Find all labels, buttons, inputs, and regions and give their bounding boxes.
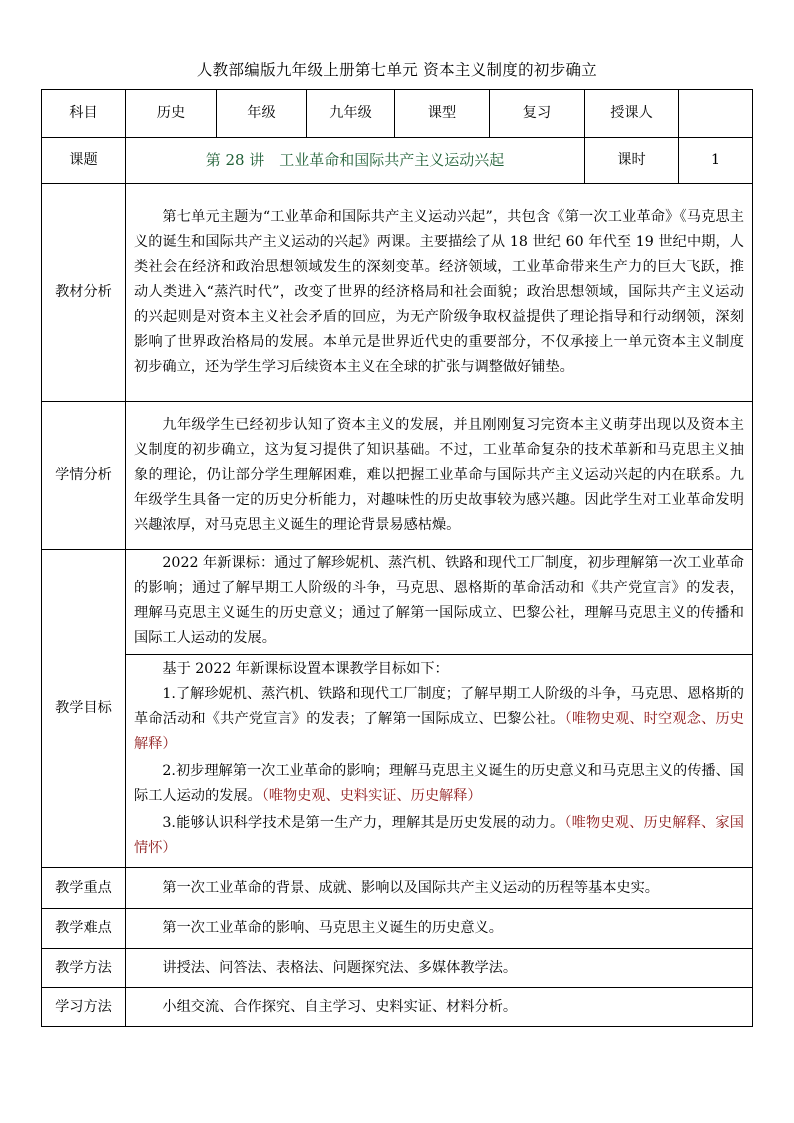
students-row: [42, 402, 753, 550]
goal-item-text: 1.了解珍妮机、蒸汽机、铁路和现代工厂制度；了解早期工人阶级的斗争，马克思、恩格斯的革命活动和《共产党宣言》的发表；了解第一国际成立、巴黎公社。: [134, 686, 744, 727]
methods-text: 讲授法、问答法、表格法、问题探究法、多媒体教学法。: [162, 959, 518, 976]
grade-label: 年级: [217, 90, 307, 138]
analysis-text: 第七单元主题为“工业革命和国际共产主义运动兴起”，共包含《第一次工业革命》《马克思主义的诞生和国际共产主义运动的兴起》两课。主要描绘了从 18 世纪 60 年代至 19 世纪中期，人类社会在经济和政治思想领域发生的深刻变革。经济领域，工业革命带来生产力的巨大飞跃，推动人类进入“蒸汽时代”，改变了世界的经济格局和社会面貌；政治思想领域，国际共产主义运动的兴起则是对资本主义社会矛盾的回应，为无产阶级争取权益提供了理论指导和行动纲领，深刻影响了世界政治格局的发展。本单元是世界近代史的重要部分，不仅承接上一单元资本主义制度初步确立，还为学生学习后续资本主义在全球的扩张与调整做好铺垫。: [134, 209, 744, 375]
students-cell: [126, 402, 753, 550]
goal-item: [126, 682, 752, 757]
analysis-row: [42, 184, 753, 402]
teacher-value: [679, 90, 753, 138]
topic-value: 第 28 讲 工业革命和国际共产主义运动兴起: [126, 138, 585, 184]
difficulties-text: 第一次工业革命的影响、马克思主义诞生的历史意义。: [162, 920, 503, 936]
goals-label: 教学目标: [42, 550, 126, 868]
topic-label: 课题: [42, 138, 126, 184]
goal-item-text: 3.能够认识科学技术是第一生产力，理解其是历史发展的动力。: [162, 815, 565, 831]
goals-list-block: [126, 655, 752, 867]
difficulties-label: 教学难点: [42, 909, 126, 949]
goal-item: [126, 759, 752, 809]
goal-item-literacy: （唯物史观、史料实证、历史解释）: [261, 788, 482, 804]
key-points-text: 第一次工业革命的背景、成就、影响以及国际共产主义运动的历程等基本史实。: [162, 879, 659, 896]
goals-row: [42, 550, 753, 868]
goals-cell: [126, 550, 753, 868]
subject-value: 历史: [126, 90, 217, 138]
goals-standard-block: [126, 550, 752, 655]
key-points-row: [42, 868, 753, 909]
goal-item-text: 2.初步理解第一次工业革命的影响；理解马克思主义诞生的历史意义和马克思主义的传播、国际工人运动的发展。: [134, 763, 744, 804]
teacher-label: 授课人: [585, 90, 679, 138]
hours-value: 1: [679, 138, 753, 184]
learning-cell: [126, 988, 753, 1027]
analysis-cell: [126, 184, 753, 402]
methods-cell: [126, 949, 753, 988]
goal-item-literacy: （唯物史观、历史解释、家国情怀）: [134, 815, 744, 856]
learning-text: 小组交流、合作探究、自主学习、史料实证、材料分析。: [162, 998, 518, 1015]
lesson-plan-table: [41, 89, 753, 1027]
type-value: 复习: [490, 90, 585, 138]
learning-row: [42, 988, 753, 1027]
hours-label: 课时: [585, 138, 679, 184]
difficulties-row: [42, 909, 753, 949]
type-label: 课型: [395, 90, 490, 138]
page-title: 人教部编版九年级上册第七单元 资本主义制度的初步确立: [196, 61, 598, 79]
key-points-cell: [126, 868, 753, 909]
analysis-label: 教材分析: [42, 184, 126, 402]
topic-row: [42, 138, 753, 184]
students-label: 学情分析: [42, 402, 126, 550]
goals-intro: 基于 2022 年新课标设置本课教学目标如下：: [162, 661, 449, 677]
subject-label: 科目: [42, 90, 126, 138]
learning-label: 学习方法: [42, 988, 126, 1027]
key-points-label: 教学重点: [42, 868, 126, 909]
methods-row: [42, 949, 753, 988]
grade-value: 九年级: [307, 90, 395, 138]
difficulties-cell: [126, 909, 753, 949]
goal-item: [126, 811, 752, 861]
goal-item-literacy: （唯物史观、时空观念、历史解释）: [134, 711, 744, 752]
goals-standard: 2022 年新课标：通过了解珍妮机、蒸汽机、铁路和现代工厂制度，初步理解第一次工业革命的影响；通过了解早期工人阶级的斗争，马克思、恩格斯的革命活动和《共产党宣言》的发表，理解马克思主义诞生的历史意义；通过了解第一国际成立、巴黎公社，理解马克思主义的传播和国际工人运动的发展。: [134, 555, 744, 646]
info-row: [42, 90, 753, 138]
students-text: 九年级学生已经初步认知了资本主义的发展，并且刚刚复习完资本主义萌芽出现以及资本主义制度的初步确立，这为复习提供了知识基础。不过，工业革命复杂的技术革新和马克思主义抽象的理论，仍让部分学生理解困难，难以把握工业革命与国际共产主义运动兴起的内在联系。九年级学生具备一定的历史分析能力，对趣味性的历史故事较为感兴趣。因此学生对工业革命发明兴趣浓厚，对马克思主义诞生的理论背景易感枯燥。: [134, 417, 744, 533]
methods-label: 教学方法: [42, 949, 126, 988]
